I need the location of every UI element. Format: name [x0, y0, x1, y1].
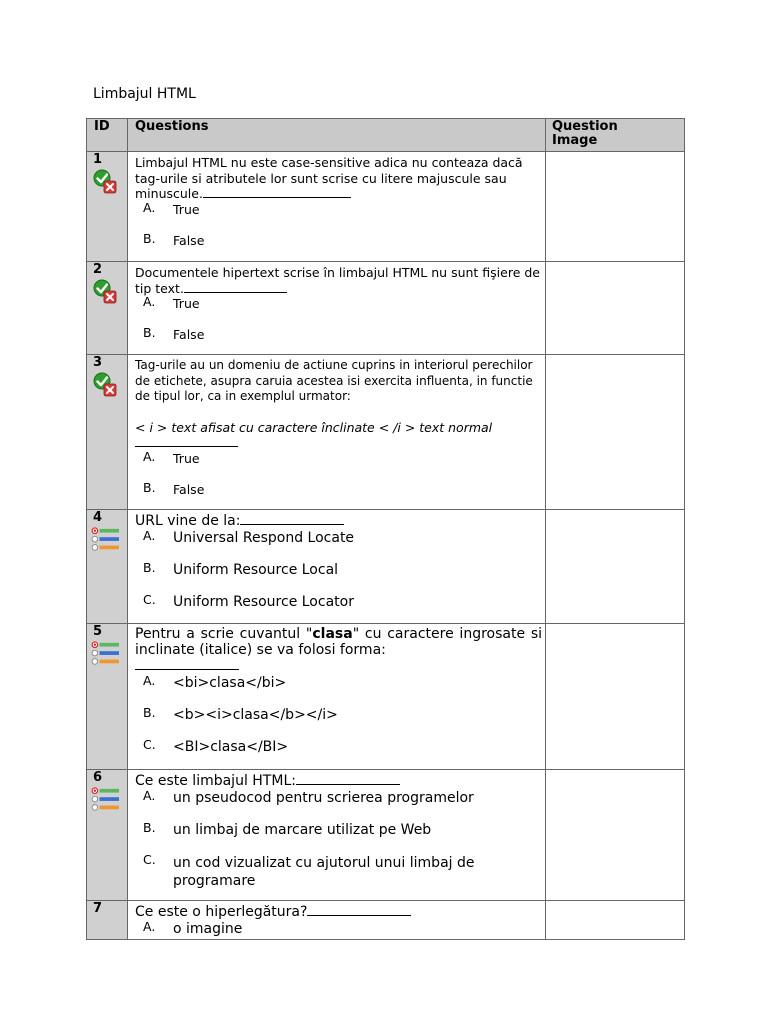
table-row: [87, 510, 685, 624]
option-a: [135, 918, 542, 937]
question-cell: [128, 510, 546, 624]
option-letter: A.: [143, 448, 156, 464]
option-text: un pseudocod pentru scrierea programelor: [173, 789, 474, 806]
question-id: 1: [93, 152, 103, 167]
id-cell: [87, 152, 128, 262]
question-cell: [128, 355, 546, 510]
option-letter: A.: [143, 527, 156, 543]
option-a: [135, 296, 542, 312]
true-false-icon: [92, 169, 118, 195]
true-false-icon: [92, 279, 118, 305]
table-row: [87, 901, 685, 940]
question-cell: [128, 770, 546, 901]
table-row: [87, 624, 685, 770]
option-text: True: [173, 450, 200, 466]
option-text: False: [173, 232, 205, 248]
id-cell: [87, 355, 128, 510]
question-text: Ce este o hiperlegătura?: [135, 904, 308, 920]
answer-blank: [240, 513, 344, 525]
question-id: 5: [93, 624, 103, 639]
multiple-choice-icon: [91, 641, 121, 667]
question-image-cell: [546, 901, 685, 940]
option-text: True: [173, 296, 200, 311]
question-cell: [128, 152, 546, 262]
question-text: Ce este limbajul HTML:: [135, 773, 296, 789]
option-c: [135, 851, 542, 890]
option-letter: A.: [143, 918, 156, 934]
option-a: [135, 199, 542, 218]
header-questions: Questions: [128, 119, 546, 152]
option-letter: A.: [143, 672, 156, 688]
option-letter: A.: [143, 787, 156, 803]
option-letter: B.: [143, 704, 156, 720]
option-c: [135, 736, 542, 755]
question-id: 2: [93, 262, 103, 277]
option-letter: C.: [143, 851, 156, 867]
option-text: o imagine: [173, 920, 243, 937]
option-letter: A.: [143, 199, 156, 215]
question-cell: [128, 901, 546, 940]
option-a: [135, 672, 542, 691]
table-row: [87, 770, 685, 901]
table-row: [87, 262, 685, 355]
question-image-cell: [546, 355, 685, 510]
option-letter: B.: [143, 325, 156, 340]
option-text: False: [173, 327, 205, 342]
question-example: < i > text afisat cu caractere înclinate < /i > text normal: [135, 419, 493, 435]
question-id: 3: [93, 355, 103, 370]
question-image-cell: [546, 624, 685, 770]
option-b: [135, 327, 542, 343]
header-question-image: Question Image: [546, 119, 685, 152]
option-c: [135, 591, 542, 610]
question-text: Pentru a scrie cuvantul "clasa" cu caractere ingrosate si inclinate (italice) se va folosi forma:: [135, 626, 542, 658]
option-text: un cod vizualizat cu ajutorul unui limbaj de programare: [173, 854, 475, 889]
answer-blank: [135, 658, 239, 670]
option-b: [135, 230, 542, 249]
option-b: [135, 479, 542, 498]
option-text: Universal Respond Locate: [173, 529, 355, 546]
option-letter: C.: [143, 736, 156, 752]
question-image-cell: [546, 262, 685, 355]
question-text: URL vine de la:: [135, 513, 241, 529]
question-image-cell: [546, 152, 685, 262]
question-id: 6: [93, 770, 103, 785]
option-text: un limbaj de marcare utilizat pe Web: [173, 821, 432, 838]
id-cell: [87, 770, 128, 901]
answer-blank: [135, 435, 238, 447]
bold-word: clasa: [312, 626, 353, 642]
question-image-cell: [546, 770, 685, 901]
option-text: Uniform Resource Locator: [173, 593, 354, 610]
quiz-table: [86, 118, 685, 940]
document-title: Limbajul HTML: [93, 86, 196, 102]
option-text: False: [173, 481, 205, 497]
id-cell: [87, 901, 128, 940]
question-cell: [128, 262, 546, 355]
multiple-choice-icon: [91, 787, 121, 813]
id-cell: [87, 262, 128, 355]
answer-blank: [184, 281, 287, 293]
question-text: Documentele hipertext scrise în limbajul HTML nu sunt fişiere de tip text.: [135, 265, 540, 296]
option-text: Uniform Resource Local: [173, 561, 339, 578]
table-row: [87, 152, 685, 262]
question-id: 4: [93, 510, 103, 525]
option-text: <BI>clasa</BI>: [173, 738, 289, 755]
option-letter: B.: [143, 479, 156, 495]
option-a: [135, 527, 542, 546]
option-text: <bi>clasa</bi>: [173, 674, 287, 691]
question-image-cell: [546, 510, 685, 624]
answer-blank: [296, 773, 400, 785]
option-letter: B.: [143, 819, 156, 835]
question-id: 7: [93, 901, 103, 916]
answer-blank: [203, 186, 351, 198]
id-cell: [87, 510, 128, 624]
question-text: Limbajul HTML nu este case-sensitive adica nu conteaza dacă tag-urile si atributele lor sunt scrise cu litere majuscule sau minuscule.: [135, 155, 523, 201]
option-letter: C.: [143, 591, 156, 607]
answer-blank: [307, 904, 411, 916]
option-text: <b><i>clasa</b></i>: [173, 706, 338, 723]
header-id: ID: [87, 119, 128, 152]
option-letter: A.: [143, 294, 156, 309]
option-b: [135, 819, 542, 838]
question-cell: [128, 624, 546, 770]
option-a: [135, 448, 542, 467]
true-false-icon: [92, 372, 118, 398]
option-text: True: [173, 201, 200, 217]
table-row: [87, 355, 685, 510]
question-text: Tag-urile au un domeniu de actiune cuprins in interiorul perechilor de etichete, asupra caruia acestea isi exercita influenta, in functie de tipul lor, ca in exemplul urmator:: [135, 358, 533, 403]
option-letter: B.: [143, 559, 156, 575]
option-a: [135, 787, 542, 806]
option-b: [135, 704, 542, 723]
id-cell: [87, 624, 128, 770]
option-letter: B.: [143, 230, 156, 246]
table-header-row: [87, 119, 685, 152]
option-b: [135, 559, 542, 578]
multiple-choice-icon: [91, 527, 121, 553]
